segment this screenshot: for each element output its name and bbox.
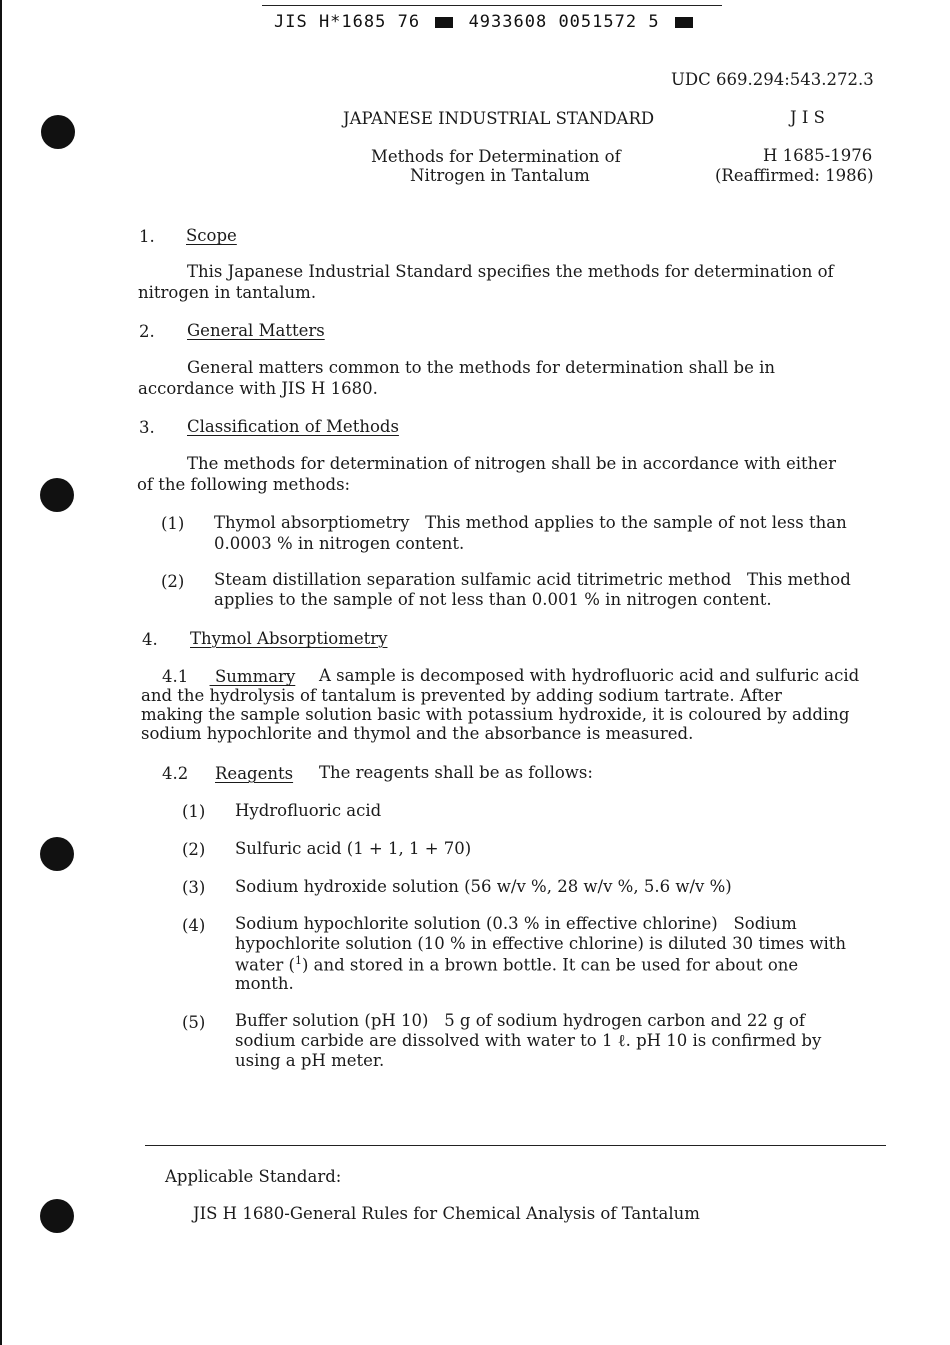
list-item-line: applies to the sample of not less than 0.001 % in nitrogen content. bbox=[214, 590, 772, 609]
punch-hole bbox=[40, 478, 74, 512]
reagent-text: Hydrofluoric acid bbox=[235, 801, 382, 820]
header-code bbox=[274, 12, 697, 32]
reagent-text: using a pH meter. bbox=[235, 1051, 385, 1070]
reagent-text bbox=[235, 954, 798, 975]
doc-title-line2: Nitrogen in Tantalum bbox=[410, 166, 590, 185]
black-block-mark bbox=[435, 17, 453, 28]
reagent-number: (2) bbox=[182, 840, 206, 859]
reagent-number: (3) bbox=[182, 878, 206, 897]
reagent-number: (4) bbox=[182, 916, 206, 935]
section-heading-general-matters: General Matters bbox=[187, 321, 325, 340]
header-code-prefix: JIS H*1685 76 bbox=[274, 12, 421, 32]
list-item-line: 0.0003 % in nitrogen content. bbox=[214, 534, 465, 553]
section-number: 2. bbox=[139, 322, 155, 341]
reagent-fragment: water ( bbox=[235, 955, 295, 975]
subsection-number: 4.2 bbox=[162, 764, 189, 783]
paragraph-fragment: of tantalum is prevented by adding sodium tartrate. After bbox=[299, 686, 782, 705]
paragraph-line: The reagents shall be as follows: bbox=[319, 763, 593, 782]
paragraph-line: accordance with JIS H 1680. bbox=[138, 379, 378, 398]
paragraph-line: making the sample solution basic with potassium hydroxide, it is coloured by adding bbox=[141, 705, 850, 724]
reagent-text: Sodium hydroxide solution (56 w/v %, 28 w/v %, 5.6 w/v %) bbox=[235, 877, 732, 896]
top-rule bbox=[262, 5, 722, 6]
standard-org: JAPANESE INDUSTRIAL STANDARD bbox=[343, 109, 655, 128]
paragraph-line: nitrogen in tantalum. bbox=[138, 283, 317, 302]
hydrolysis-term: hydrolysis bbox=[209, 686, 295, 705]
udc-number: UDC 669.294:543.272.3 bbox=[671, 70, 874, 89]
subsection-heading-reagents: Reagents bbox=[215, 764, 294, 783]
section-heading-thymol: Thymol Absorptiometry bbox=[190, 629, 388, 648]
page-left-border bbox=[0, 0, 2, 1345]
list-item-number: (1) bbox=[161, 514, 185, 533]
paragraph-line: The methods for determination of nitrogen shall be in accordance with either bbox=[187, 454, 836, 473]
subsection-number: 4.1 bbox=[162, 667, 189, 686]
punch-hole bbox=[40, 837, 74, 871]
punch-hole bbox=[40, 1199, 74, 1233]
paragraph-line: A sample is decomposed with hydrofluoric acid and sulfuric acid bbox=[319, 666, 860, 685]
reagent-fragment: ) and stored in a brown bottle. It can be used for about one bbox=[301, 955, 799, 975]
paragraph-line: of the following methods: bbox=[137, 475, 351, 494]
reagent-number: (1) bbox=[182, 802, 206, 821]
reagent-number: (5) bbox=[182, 1013, 206, 1032]
doc-title-line1: Methods for Determination of bbox=[371, 147, 621, 166]
list-item-line: Thymol absorptiometry This method applies to the sample of not less than bbox=[214, 513, 847, 532]
applicable-standard-text: JIS H 1680-General Rules for Chemical Analysis of Tantalum bbox=[193, 1204, 700, 1223]
section-number: 1. bbox=[139, 227, 155, 246]
list-item-number: (2) bbox=[161, 572, 185, 591]
footer-rule bbox=[145, 1145, 886, 1146]
section-heading-scope: Scope bbox=[186, 226, 237, 245]
reagent-text: sodium carbide are dissolved with water to 1 ℓ. pH 10 is confirmed by bbox=[235, 1031, 822, 1050]
reagent-text: month. bbox=[235, 974, 294, 993]
black-block-mark bbox=[675, 17, 693, 28]
paragraph-line bbox=[141, 686, 782, 705]
reagent-text: Sodium hypochlorite solution (0.3 % in effective chlorine) Sodium bbox=[235, 914, 797, 933]
paragraph-line: This Japanese Industrial Standard specifies the methods for determination of bbox=[187, 262, 834, 281]
reaffirmed-date: (Reaffirmed: 1986) bbox=[715, 166, 874, 185]
subsection-heading-summary: Summary bbox=[215, 667, 296, 686]
section-number: 3. bbox=[139, 418, 155, 437]
punch-hole bbox=[41, 115, 75, 149]
reagent-text: hypochlorite solution (10 % in effective chlorine) is diluted 30 times with bbox=[235, 934, 847, 953]
list-item-line: Steam distillation separation sulfamic acid titrimetric method This method bbox=[214, 570, 851, 589]
paragraph-line: sodium hypochlorite and thymol and the absorbance is measured. bbox=[141, 724, 694, 743]
reagent-text: Buffer solution (pH 10) 5 g of sodium hydrogen carbon and 22 g of bbox=[235, 1011, 806, 1030]
paragraph-fragment: and the bbox=[141, 686, 205, 705]
header-code-mid: 4933608 0051572 5 bbox=[468, 12, 660, 32]
section-number: 4. bbox=[142, 630, 158, 649]
reagent-text: Sulfuric acid (1 + 1, 1 + 70) bbox=[235, 839, 472, 858]
jis-label: J I S bbox=[790, 108, 825, 127]
footnote-marker: 1 bbox=[294, 954, 302, 967]
applicable-standard-label: Applicable Standard: bbox=[165, 1167, 342, 1186]
paragraph-line: General matters common to the methods for determination shall be in bbox=[187, 358, 776, 377]
section-heading-classification: Classification of Methods bbox=[187, 417, 399, 436]
standard-number: H 1685-1976 bbox=[763, 146, 873, 165]
